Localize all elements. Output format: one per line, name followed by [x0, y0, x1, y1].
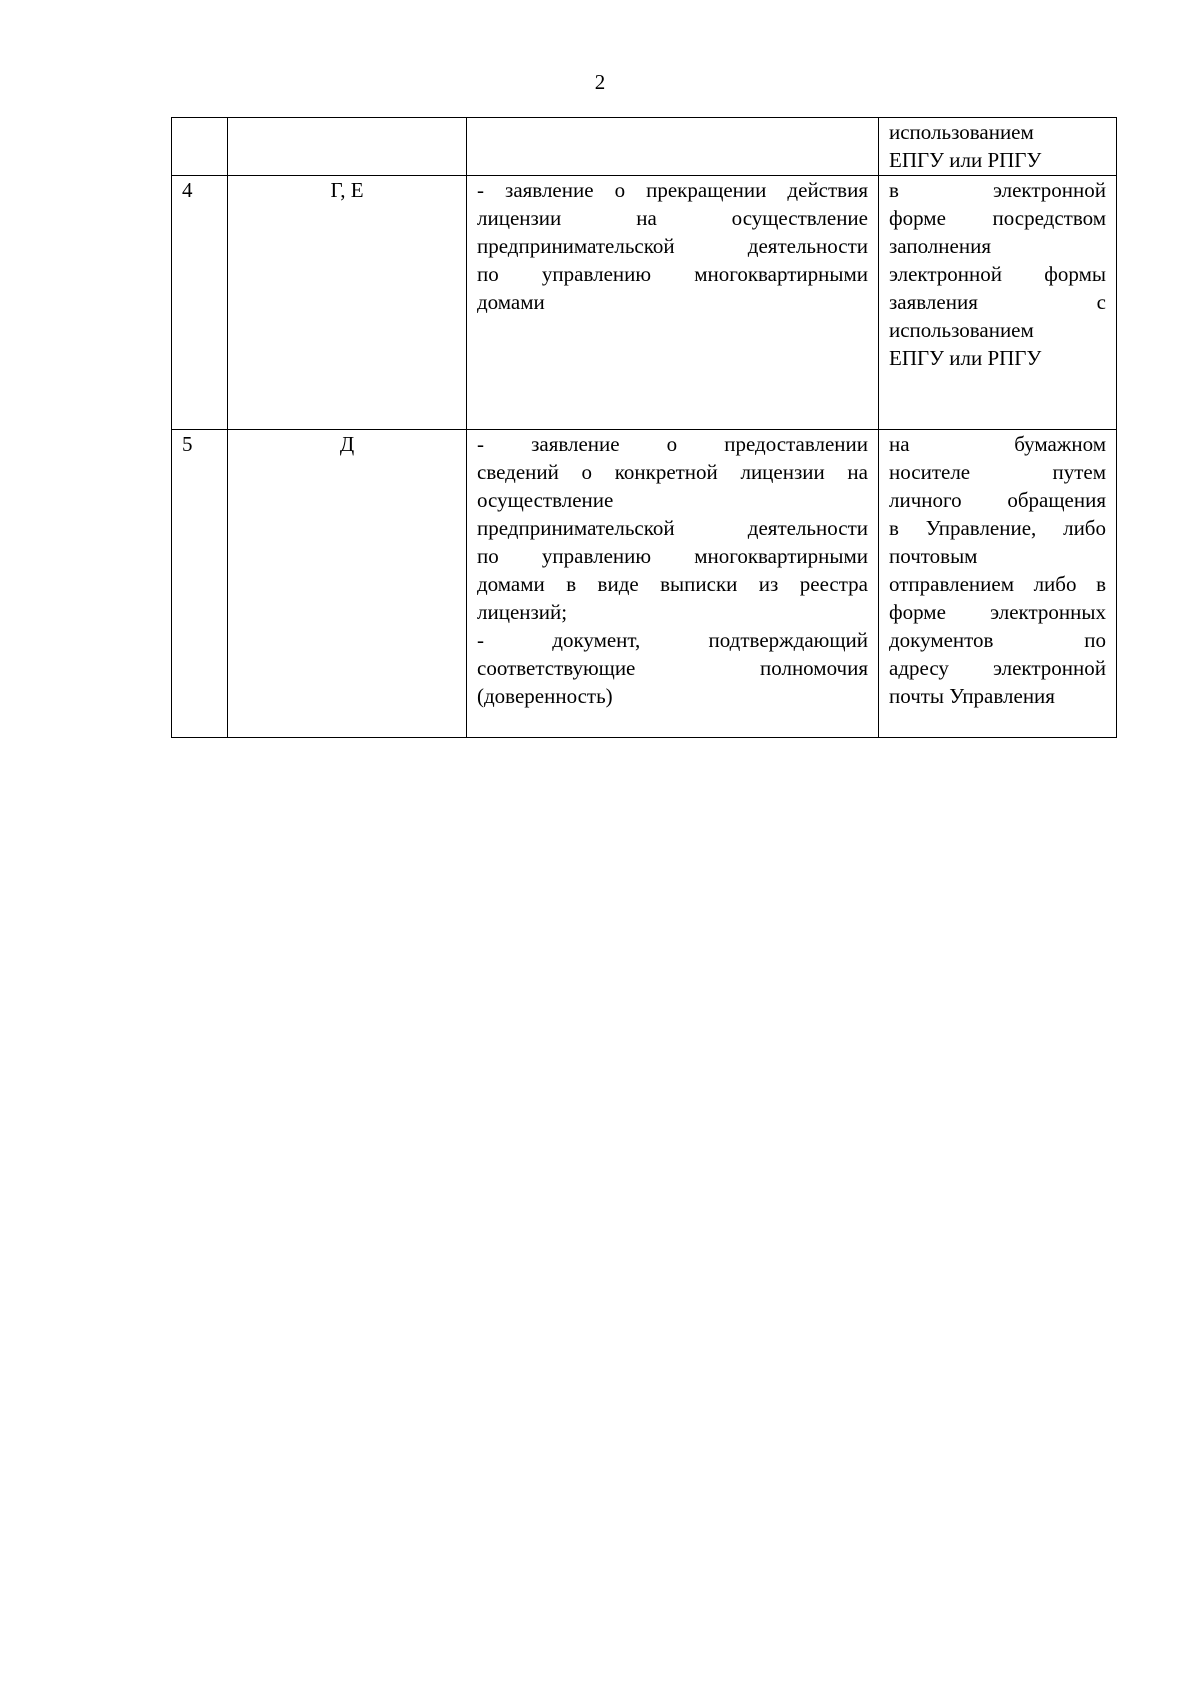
text-line: заявления с	[889, 290, 1106, 314]
submission-method-cell	[879, 118, 1117, 176]
text-line: носителе путем	[889, 460, 1106, 484]
documents-cell	[467, 118, 879, 176]
table-row	[172, 430, 1117, 738]
text-line: использованием	[889, 120, 1034, 144]
text-line: в Управление, либо	[889, 516, 1106, 540]
text-line: по управлению многоквартирными	[477, 262, 868, 286]
text-line: сведений о конкретной лицензии на	[477, 460, 868, 484]
text-line: предпринимательской деятельности	[477, 234, 868, 258]
text-line: ЕПГУ или РПГУ	[889, 346, 1042, 370]
text-line: документов по	[889, 628, 1106, 652]
documents-cell	[467, 430, 879, 738]
text-line: форме посредством	[889, 206, 1106, 230]
text-line: на бумажном	[889, 432, 1106, 456]
text-line: - заявление о предоставлении	[477, 432, 868, 456]
text-line: ЕПГУ или РПГУ	[889, 148, 1042, 172]
text-line: использованием	[889, 318, 1034, 342]
documents-cell	[467, 176, 879, 430]
text-line: домами в виде выписки из реестра	[477, 572, 868, 596]
text-line: домами	[477, 290, 545, 314]
text-line: по управлению многоквартирными	[477, 544, 868, 568]
text-line: личного обращения	[889, 488, 1106, 512]
services-table	[171, 117, 1117, 738]
text-line: лицензии на осуществление	[477, 206, 868, 230]
row-number-cell	[172, 118, 228, 176]
category-cell: Д	[228, 430, 467, 738]
page-number: 2	[594, 70, 606, 94]
row-number-cell: 4	[172, 176, 228, 430]
text-line: отправлением либо в	[889, 572, 1106, 596]
text-line: в электронной	[889, 178, 1106, 202]
text-line: соответствующие полномочия	[477, 656, 868, 680]
text-line: заполнения	[889, 234, 991, 258]
category-cell	[228, 118, 467, 176]
text-line: осуществление	[477, 488, 614, 512]
text-line: почты Управления	[889, 684, 1055, 708]
text-line: - документ, подтверждающий	[477, 628, 868, 652]
row-number-cell: 5	[172, 430, 228, 738]
text-line: лицензий;	[477, 600, 568, 624]
text-line: форме электронных	[889, 600, 1106, 624]
text-line: (доверенность)	[477, 684, 613, 708]
text-line: адресу электронной	[889, 656, 1106, 680]
text-line: электронной формы	[889, 262, 1106, 286]
table-row	[172, 118, 1117, 176]
submission-method-cell	[879, 430, 1117, 738]
text-line: почтовым	[889, 544, 978, 568]
submission-method-cell	[879, 176, 1117, 430]
table-row	[172, 176, 1117, 430]
text-line: предпринимательской деятельности	[477, 516, 868, 540]
text-line: - заявление о прекращении действия	[477, 178, 868, 202]
category-cell: Г, Е	[228, 176, 467, 430]
